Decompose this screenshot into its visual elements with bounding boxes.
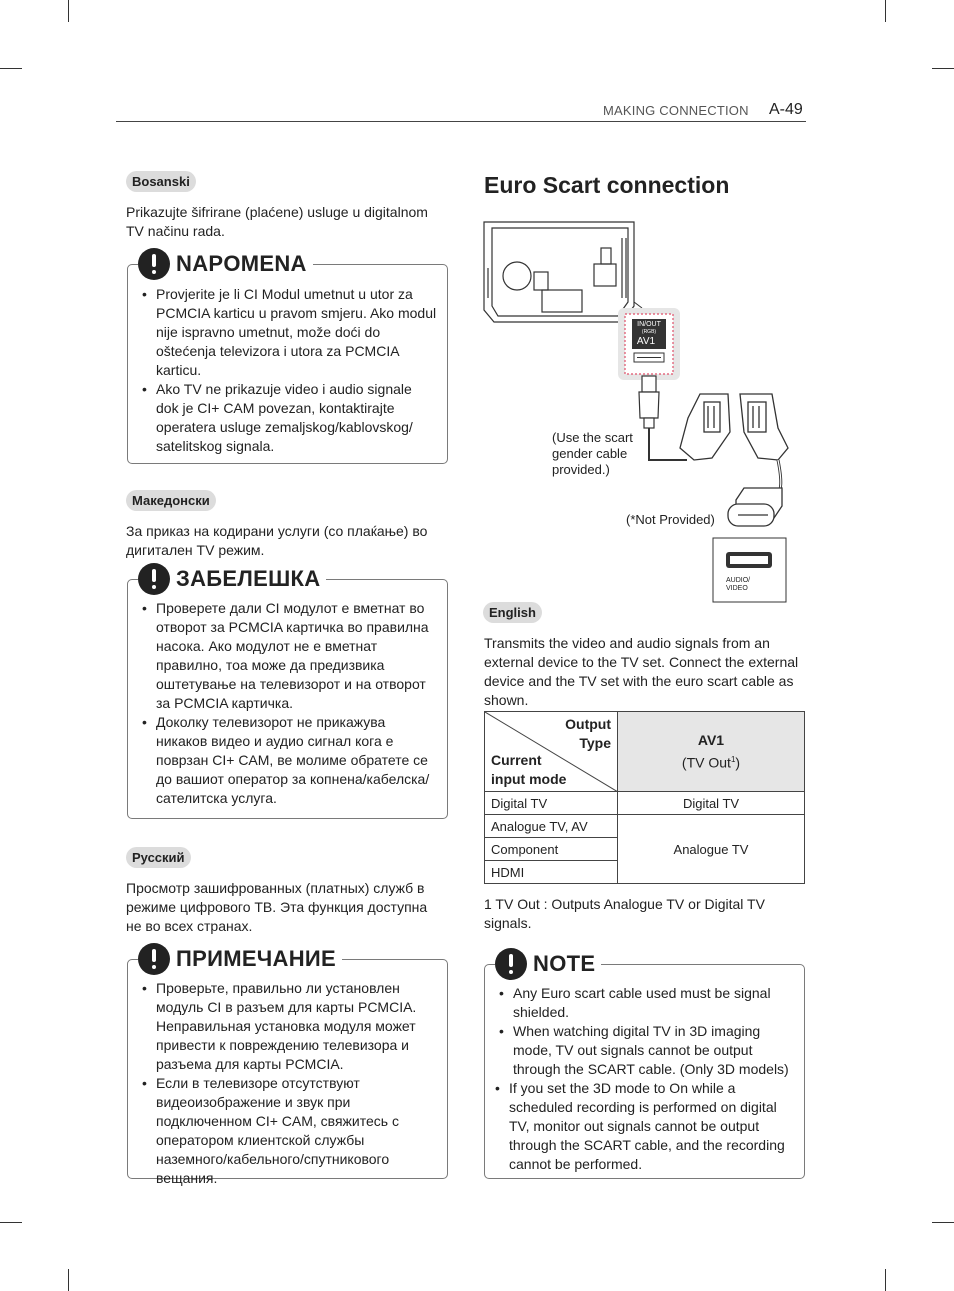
napomena-header	[138, 248, 313, 280]
current-label: Current	[491, 752, 542, 768]
scart-plug-lower	[728, 488, 782, 526]
table-row	[485, 815, 805, 838]
crop-mark	[885, 1269, 886, 1291]
table-cell: Analogue TV, AV	[485, 815, 618, 838]
device-label-video: VIDEO	[726, 585, 748, 592]
scart-gender-plug	[639, 376, 659, 428]
list-item: • Доколку телевизорот не прикажува никаков видео и аудио сигнал кога е поврзан CI+ CAM, ве молиме обратете се до вашиот оператор за копнена/кабелска/ сателитска услуга.	[138, 713, 438, 808]
type-label: Type	[579, 735, 611, 751]
russian-intro: Просмотр зашифрованных (платных) служб в режиме цифрового ТВ. Эта функция доступна не во всех странах.	[126, 880, 428, 934]
zabeleshka-header	[138, 563, 326, 595]
table-row	[485, 792, 805, 815]
tv-out-footnote: 1 TV Out : Outputs Analogue TV or Digital TV signals.	[484, 896, 765, 931]
warning-icon	[138, 943, 170, 975]
gender-cable-note-3: provided.)	[552, 462, 610, 477]
bosanski-intro: Prikazujte šifrirane (plaćene) usluge u digitalnom TV načinu rada.	[126, 204, 428, 239]
crop-mark	[68, 0, 69, 22]
english-intro: Transmits the video and audio signals from an external device to the TV set. Connect the external device and the TV set with the euro scart cable as shown.	[484, 635, 799, 708]
list-item: • Provjerite je li CI Modul umetnut u utor za PCMCIA karticu u pravom smjeru. Ako modul nije ispravno umetnut, može doći do oštećenja televizora i utora za PCMCIA karticu.	[138, 285, 438, 380]
warning-icon	[138, 563, 170, 595]
list-item: • Ako TV ne prikazuje video i audio signale dok je CI+ CAM povezan, kontaktirajte operatera usluge zemaljskog/kablovskog/ satelitskog signala.	[138, 380, 438, 456]
av1-label: AV1	[697, 731, 725, 748]
crop-mark	[885, 0, 886, 22]
language-badge-english: English	[483, 602, 542, 623]
table-cell: Analogue TV	[618, 815, 805, 884]
warning-icon	[138, 248, 170, 280]
zabeleshka-box	[127, 566, 448, 819]
av-output-table	[484, 711, 805, 884]
zabeleshka-title: ЗАБЕЛЕШКА	[176, 566, 321, 591]
external-device	[713, 538, 786, 602]
primechanie-title: ПРИМЕЧАНИЕ	[176, 946, 337, 971]
table-cell: Digital TV	[485, 792, 618, 815]
device-label-audio: AUDIO/	[726, 577, 751, 584]
note-title: NOTE	[533, 951, 596, 976]
table-cell: HDMI	[485, 861, 618, 884]
av1-header	[618, 712, 805, 792]
scart-connection-diagram	[482, 218, 807, 606]
scart-plug-left	[680, 394, 730, 460]
list-item: • If you set the 3D mode to On while a scheduled recording is performed on digital TV, monitor out signals cannot be output through the SCART cable, and the recording cannot be performed.	[491, 1079, 797, 1174]
note-list	[495, 984, 797, 1079]
primechanie-list	[138, 979, 438, 1188]
output-label: Output	[565, 716, 611, 732]
crop-mark	[932, 1222, 954, 1223]
primechanie-header	[138, 943, 342, 975]
crop-mark	[68, 1269, 69, 1291]
makedonski-intro: За приказ на кодирани услуги (со плаќање) во дигитален TV режим.	[126, 523, 428, 558]
section-title: Euro Scart connection	[484, 172, 730, 198]
scart-plug-right	[740, 394, 788, 460]
list-item: • Если в телевизоре отсутствуют видеоизображение и звук при подключенном CI+ CAM, свяжитесь с оператором клиентской службы наземного/кабельного/спутникового вещания.	[138, 1074, 438, 1188]
note-list-extra	[491, 1079, 797, 1174]
port-label-av1: AV1	[636, 336, 656, 347]
crop-mark	[0, 68, 22, 69]
warning-icon	[495, 948, 527, 980]
gender-cable-note-2: gender cable	[552, 446, 628, 461]
tv-out-label: (TV Out	[681, 754, 731, 771]
tv-back-panel	[484, 222, 634, 322]
zabeleshka-list	[138, 599, 438, 808]
table-cell: Digital TV	[618, 792, 805, 815]
page-number: A-49	[769, 101, 803, 118]
list-item: • When watching digital TV in 3D imaging mode, TV out signals cannot be output through the SCART cable. (Only 3D models)	[495, 1022, 797, 1079]
language-badge-bosanski: Bosanski	[126, 171, 196, 192]
section-header: MAKING CONNECTION	[603, 103, 749, 118]
current-input-label	[491, 751, 566, 789]
primechanie-box	[127, 946, 448, 1186]
list-item: • Проверете дали CI модулот е вметнат во отворот за PCMCIA картичка во правилна насока. Ако модулот не е вметнат правилно, тоа може да предизвика оштетување на телевизорот и на отворот за PCMCIA картичка.	[138, 599, 438, 713]
output-type-label	[565, 715, 611, 753]
table-cell: Component	[485, 838, 618, 861]
crop-mark	[0, 1222, 22, 1223]
port-label-inout: IN/OUT	[637, 321, 661, 328]
port-label-rgb: (RGB)	[641, 329, 657, 335]
footnote-marker: 1	[730, 754, 736, 764]
leader-line	[634, 302, 642, 308]
input-mode-label: input mode	[491, 771, 567, 787]
crop-mark	[932, 68, 954, 69]
header-rule	[116, 121, 806, 122]
note-header	[495, 948, 601, 980]
list-item: • Any Euro scart cable used must be signal shielded.	[495, 984, 797, 1022]
language-badge-russian: Русский	[126, 847, 191, 868]
table-header-diagonal	[485, 712, 618, 792]
napomena-list	[138, 285, 438, 456]
not-provided-note: (*Not Provided)	[626, 512, 715, 527]
gender-cable-note-1: (Use the scart	[552, 430, 633, 445]
napomena-box	[127, 251, 448, 464]
language-badge-makedonski: Македонски	[126, 490, 216, 511]
av1-port	[618, 308, 680, 380]
napomena-title: NAPOMENA	[176, 251, 307, 276]
tv-out-close: )	[735, 754, 741, 771]
note-box	[484, 951, 805, 1179]
list-item: • Проверьте, правильно ли установлен модуль CI в разъем для карты PCMCIA. Неправильная установка модуля может привести к повреждению телевизора и разъема для карты PCMCIA.	[138, 979, 438, 1074]
